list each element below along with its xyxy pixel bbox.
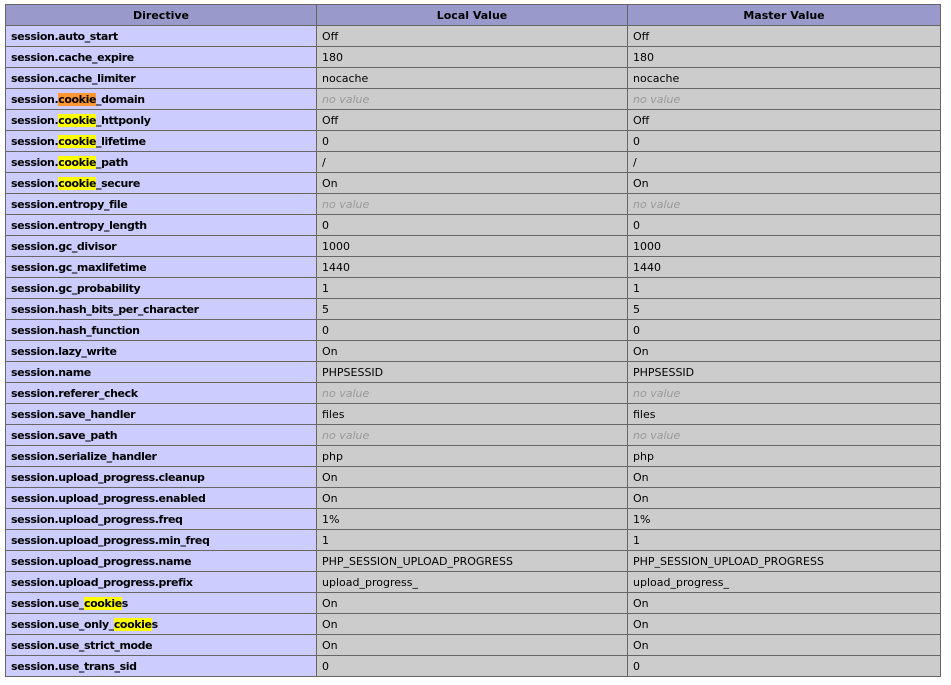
master-value <box>628 572 941 593</box>
local-value <box>317 320 628 341</box>
directive-name <box>6 257 317 278</box>
table-row <box>6 236 941 257</box>
directive-name <box>6 551 317 572</box>
search-highlight: cookie <box>58 113 97 127</box>
value-text: 1000 <box>633 239 661 253</box>
search-highlight: cookie <box>58 134 97 148</box>
master-value <box>628 551 941 572</box>
directive-text: session.cache_limiter <box>11 71 136 85</box>
value-text: nocache <box>322 71 369 85</box>
table-row <box>6 215 941 236</box>
table-row <box>6 551 941 572</box>
directive-name <box>6 68 317 89</box>
local-value <box>317 131 628 152</box>
no-value-text: no value <box>322 386 370 400</box>
directive-text: _httponly <box>96 113 151 127</box>
value-text: PHPSESSID <box>633 365 695 379</box>
value-text: 180 <box>633 50 654 64</box>
value-text: files <box>322 407 345 421</box>
directive-text: session.auto_start <box>11 29 118 43</box>
value-text: PHPSESSID <box>322 365 384 379</box>
directive-text: session. <box>11 113 59 127</box>
master-value <box>628 236 941 257</box>
local-value <box>317 152 628 173</box>
master-value <box>628 320 941 341</box>
value-text: On <box>633 596 649 610</box>
master-value <box>628 131 941 152</box>
table-row <box>6 152 941 173</box>
value-text: 1 <box>633 281 640 295</box>
value-text: / <box>633 155 637 169</box>
table-row <box>6 362 941 383</box>
value-text: On <box>322 491 338 505</box>
directive-name <box>6 635 317 656</box>
no-value-text: no value <box>633 92 681 106</box>
directive-name <box>6 194 317 215</box>
table-row <box>6 320 941 341</box>
no-value-text: no value <box>633 428 681 442</box>
table-row <box>6 467 941 488</box>
directive-name <box>6 320 317 341</box>
directive-name <box>6 89 317 110</box>
directive-text: session.cache_expire <box>11 50 134 64</box>
master-value <box>628 89 941 110</box>
directive-text: session. <box>11 92 59 106</box>
header-directive: Directive <box>6 5 317 26</box>
directive-name <box>6 215 317 236</box>
directive-text: session.upload_progress.freq <box>11 512 183 526</box>
value-text: PHP_SESSION_UPLOAD_PROGRESS <box>633 554 824 568</box>
table-row <box>6 656 941 677</box>
local-value <box>317 278 628 299</box>
value-text: Off <box>633 113 650 127</box>
directive-name <box>6 341 317 362</box>
master-value <box>628 530 941 551</box>
directive-text: _lifetime <box>96 134 146 148</box>
local-value <box>317 299 628 320</box>
table-row <box>6 509 941 530</box>
local-value <box>317 47 628 68</box>
table-body <box>6 26 941 677</box>
master-value <box>628 215 941 236</box>
master-value <box>628 362 941 383</box>
table-row <box>6 89 941 110</box>
value-text: 0 <box>633 218 640 232</box>
no-value-text: no value <box>322 92 370 106</box>
local-value <box>317 509 628 530</box>
local-value <box>317 110 628 131</box>
table-row <box>6 593 941 614</box>
directive-text: session.hash_function <box>11 323 140 337</box>
value-text: 5 <box>633 302 640 316</box>
table-row <box>6 26 941 47</box>
value-text: 1 <box>633 533 640 547</box>
master-value <box>628 341 941 362</box>
directive-text: session.use_strict_mode <box>11 638 153 652</box>
value-text: 5 <box>322 302 329 316</box>
master-value <box>628 635 941 656</box>
directive-name <box>6 488 317 509</box>
directive-text: session. <box>11 176 59 190</box>
value-text: On <box>322 638 338 652</box>
master-value <box>628 110 941 131</box>
no-value-text: no value <box>322 428 370 442</box>
value-text: On <box>322 596 338 610</box>
value-text: 0 <box>633 659 640 673</box>
value-text: Off <box>633 29 650 43</box>
master-value <box>628 593 941 614</box>
value-text: upload_progress_ <box>322 575 418 589</box>
directive-name <box>6 110 317 131</box>
header-master-value: Master Value <box>628 5 941 26</box>
master-value <box>628 299 941 320</box>
value-text: 1 <box>322 533 329 547</box>
local-value <box>317 173 628 194</box>
directive-text: session.hash_bits_per_character <box>11 302 199 316</box>
header-local-value: Local Value <box>317 5 628 26</box>
table-row <box>6 530 941 551</box>
directive-text: session.upload_progress.cleanup <box>11 470 205 484</box>
directive-name <box>6 236 317 257</box>
value-text: php <box>633 449 654 463</box>
directive-name <box>6 173 317 194</box>
value-text: On <box>633 491 649 505</box>
master-value <box>628 257 941 278</box>
master-value <box>628 656 941 677</box>
local-value <box>317 383 628 404</box>
directive-name <box>6 425 317 446</box>
value-text: On <box>322 470 338 484</box>
value-text: Off <box>322 113 339 127</box>
master-value <box>628 425 941 446</box>
session-config-table <box>5 4 941 677</box>
table-row <box>6 572 941 593</box>
directive-text: session.use_trans_sid <box>11 659 137 673</box>
master-value <box>628 47 941 68</box>
directive-name <box>6 26 317 47</box>
table-row <box>6 68 941 89</box>
directive-text: session.gc_divisor <box>11 239 117 253</box>
local-value <box>317 446 628 467</box>
value-text: On <box>633 470 649 484</box>
table-row <box>6 173 941 194</box>
directive-name <box>6 278 317 299</box>
local-value <box>317 572 628 593</box>
local-value <box>317 551 628 572</box>
master-value <box>628 152 941 173</box>
search-highlight: cookie <box>58 92 97 106</box>
directive-text: session.upload_progress.name <box>11 554 192 568</box>
local-value <box>317 614 628 635</box>
directive-name <box>6 383 317 404</box>
value-text: 1 <box>322 281 329 295</box>
table-row <box>6 488 941 509</box>
value-text: nocache <box>633 71 680 85</box>
master-value <box>628 488 941 509</box>
local-value <box>317 68 628 89</box>
value-text: 0 <box>322 218 329 232</box>
table-row <box>6 131 941 152</box>
directive-name <box>6 404 317 425</box>
value-text: 1440 <box>322 260 350 274</box>
value-text: files <box>633 407 656 421</box>
directive-text: session.save_path <box>11 428 118 442</box>
value-text: On <box>322 617 338 631</box>
directive-name <box>6 299 317 320</box>
value-text: 0 <box>322 659 329 673</box>
table-row <box>6 299 941 320</box>
directive-name <box>6 152 317 173</box>
directive-text: session.upload_progress.min_freq <box>11 533 210 547</box>
directive-text: session.use_only_ <box>11 617 114 631</box>
value-text: 180 <box>322 50 343 64</box>
search-highlight: cookie <box>58 176 97 190</box>
value-text: On <box>322 344 338 358</box>
search-highlight: cookie <box>58 155 97 169</box>
directive-text: s <box>151 617 158 631</box>
table-row <box>6 446 941 467</box>
master-value <box>628 278 941 299</box>
directive-text: session. <box>11 134 59 148</box>
directive-name <box>6 614 317 635</box>
master-value <box>628 68 941 89</box>
local-value <box>317 341 628 362</box>
value-text: 0 <box>633 134 640 148</box>
no-value-text: no value <box>322 197 370 211</box>
search-highlight: cookie <box>83 596 122 610</box>
directive-text: session.gc_maxlifetime <box>11 260 147 274</box>
value-text: Off <box>322 29 339 43</box>
value-text: 1000 <box>322 239 350 253</box>
directive-name <box>6 572 317 593</box>
local-value <box>317 635 628 656</box>
local-value <box>317 656 628 677</box>
master-value <box>628 467 941 488</box>
directive-text: _domain <box>96 92 145 106</box>
no-value-text: no value <box>633 386 681 400</box>
master-value <box>628 383 941 404</box>
value-text: PHP_SESSION_UPLOAD_PROGRESS <box>322 554 513 568</box>
directive-name <box>6 656 317 677</box>
directive-name <box>6 131 317 152</box>
table-row <box>6 47 941 68</box>
directive-name <box>6 362 317 383</box>
local-value <box>317 425 628 446</box>
local-value <box>317 467 628 488</box>
directive-text: session.entropy_length <box>11 218 147 232</box>
directive-name <box>6 530 317 551</box>
table-row <box>6 425 941 446</box>
directive-text: _secure <box>96 176 140 190</box>
local-value <box>317 236 628 257</box>
master-value <box>628 26 941 47</box>
directive-text: session.upload_progress.enabled <box>11 491 206 505</box>
value-text: php <box>322 449 343 463</box>
table-row <box>6 278 941 299</box>
value-text: 1% <box>633 512 651 526</box>
value-text: 0 <box>633 323 640 337</box>
value-text: 0 <box>322 134 329 148</box>
local-value <box>317 194 628 215</box>
value-text: On <box>633 617 649 631</box>
directive-text: session.save_handler <box>11 407 136 421</box>
master-value <box>628 446 941 467</box>
table-row <box>6 194 941 215</box>
local-value <box>317 26 628 47</box>
directive-name <box>6 47 317 68</box>
value-text: / <box>322 155 326 169</box>
directive-text: session.name <box>11 365 91 379</box>
master-value <box>628 404 941 425</box>
value-text: 1% <box>322 512 340 526</box>
local-value <box>317 530 628 551</box>
value-text: On <box>322 176 338 190</box>
directive-text: session.lazy_write <box>11 344 117 358</box>
directive-name <box>6 446 317 467</box>
local-value <box>317 488 628 509</box>
directive-text: session.entropy_file <box>11 197 128 211</box>
table-row <box>6 341 941 362</box>
no-value-text: no value <box>633 197 681 211</box>
directive-text: s <box>121 596 128 610</box>
directive-text: session.gc_probability <box>11 281 141 295</box>
local-value <box>317 404 628 425</box>
table-header-row <box>6 5 941 26</box>
value-text: On <box>633 176 649 190</box>
value-text: 0 <box>322 323 329 337</box>
table-row <box>6 257 941 278</box>
table-row <box>6 614 941 635</box>
master-value <box>628 509 941 530</box>
directive-name <box>6 593 317 614</box>
table-row <box>6 404 941 425</box>
directive-text: session.referer_check <box>11 386 138 400</box>
table-row <box>6 635 941 656</box>
master-value <box>628 173 941 194</box>
local-value <box>317 593 628 614</box>
local-value <box>317 89 628 110</box>
directive-text: session. <box>11 155 59 169</box>
directive-name <box>6 509 317 530</box>
directive-text: session.use_ <box>11 596 84 610</box>
table-row <box>6 110 941 131</box>
local-value <box>317 362 628 383</box>
search-highlight: cookie <box>113 617 152 631</box>
directive-text: _path <box>96 155 128 169</box>
table-row <box>6 383 941 404</box>
directive-text: session.upload_progress.prefix <box>11 575 193 589</box>
directive-text: session.serialize_handler <box>11 449 157 463</box>
directive-name <box>6 467 317 488</box>
value-text: upload_progress_ <box>633 575 729 589</box>
local-value <box>317 215 628 236</box>
master-value <box>628 614 941 635</box>
value-text: On <box>633 344 649 358</box>
master-value <box>628 194 941 215</box>
local-value <box>317 257 628 278</box>
value-text: 1440 <box>633 260 661 274</box>
value-text: On <box>633 638 649 652</box>
